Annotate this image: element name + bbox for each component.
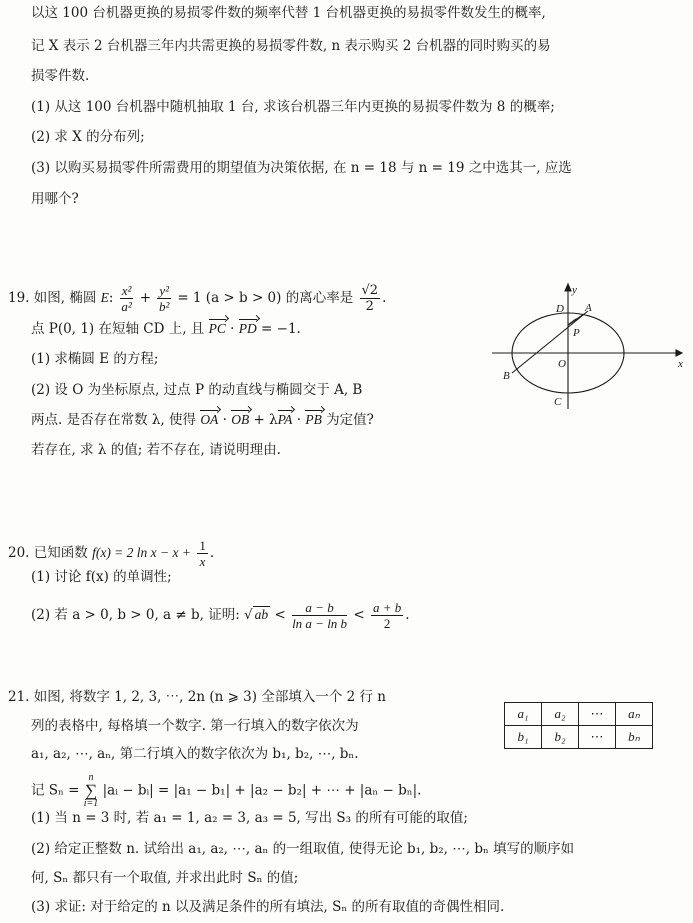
label-b: B <box>503 370 510 382</box>
p18-question-2: (2) 求 X 的分布列; <box>31 129 145 145</box>
arith-mean-fraction: $\frac{a + b}{2}$ <box>372 600 402 631</box>
x-axis-arrow <box>676 350 682 356</box>
p18-question-3b: 用哪个? <box>31 191 79 207</box>
p19-condition: = 1 (a > b > 0) 的离心率是 <box>177 290 354 306</box>
ellipse-name: E <box>100 290 109 305</box>
p21-question-3: (3) 求证: 对于给定的 n 以及满足条件的所有填法, Sₙ 的所有取值的奇偶性相同. <box>31 899 505 915</box>
table-cell: a₂ <box>542 703 579 726</box>
p20-stem: 20. 已知函数 f(x) = 2 ln x − x + $\frac{1}{x}$ . <box>8 538 215 569</box>
number-table <box>504 702 653 749</box>
chord-ab <box>512 311 588 373</box>
sqrt-ab: ab <box>254 607 269 622</box>
p18-line-3: 损零件数. <box>31 68 90 84</box>
fraction-y2-b2: $\frac{\text{y²}}{\text{b²}}$ <box>158 283 170 314</box>
summation-symbol: n ∑ i=1 <box>83 772 99 809</box>
vector-oa: OA <box>200 412 219 427</box>
table-cell: aₙ <box>616 703 653 726</box>
problem-number: 19. <box>8 290 30 306</box>
label-c: C <box>554 396 562 408</box>
label-d: D <box>556 303 564 315</box>
p18-question-3a: (3) 以购买易损零件所需费用的期望值为决策依据, 在 n = 18 与 n = 19 之中选其一, 应选 <box>31 160 572 176</box>
p19-stem-line-1: 19. 如图, 椭圆 E: $\frac{\text{x²}}{\text{a²}}$ + $\frac{\text{y²}}{\text{b²}}$ = 1 (a > b > 0) 的离心率是 $\frac{√2}{2}$ . <box>8 283 387 314</box>
p21-question-2b: 何, Sₙ 都只有一个取值, 并求出此时 Sₙ 的值; <box>31 870 299 886</box>
p21-question-2a: (2) 给定正整数 n. 试给出 a₁, a₂, ⋯, aₙ 的一组取值, 使得无论 b₁, b₂, ⋯, bₙ 填写的顺序如 <box>31 841 575 857</box>
table-row <box>505 703 653 726</box>
p18-line-1: 以这 100 台机器更换的易损零件数的频率代替 1 台机器更换的易损零件数发生的概率, <box>31 5 546 21</box>
p21-line-2: 列的表格中, 每格填一个数字. 第一行填入的数字依次为 <box>31 718 359 734</box>
plus-sign: + <box>139 290 152 306</box>
p21-line-4: 记 Sₙ = n ∑ i=1 |aᵢ − bᵢ| = |a₁ − b₁| + |a₂ − b₂| + ⋯ + |aₙ − bₙ|. <box>31 772 422 809</box>
p18-line-2: 记 X 表示 2 台机器三年内共需更换的易损零件数, n 表示购买 2 台机器的同时购买的易 <box>31 38 551 54</box>
table-cell: a₁ <box>505 703 542 726</box>
p21-question-1: (1) 当 n = 3 时, 若 a₁ = 1, a₂ = 3, a₃ = 5, 写出 S₃ 的所有可能的取值; <box>31 810 468 826</box>
p19-question-2a: (2) 设 O 为坐标原点, 过点 P 的动直线与椭圆交于 A, B <box>31 382 363 398</box>
p19-question-1: (1) 求椭圆 E 的方程; <box>31 351 159 367</box>
table-row <box>505 726 653 749</box>
problem-number: 20. <box>8 545 30 561</box>
label-p: P <box>573 327 580 339</box>
p19-text: 如图, 椭圆 <box>33 290 97 306</box>
p18-question-1: (1) 从这 100 台机器中随机抽取 1 台, 求该台机器三年内更换的易损零件数为 8 的概率; <box>31 99 555 115</box>
p21-line-3: a₁, a₂, ⋯, aₙ, 第二行填入的数字依次为 b₁, b₂, ⋯, bₙ. <box>31 746 359 762</box>
fraction-1-over-x: $\frac{1}{x}$ <box>199 538 206 569</box>
vector-pa: PA <box>277 412 293 427</box>
problem-number: 21. <box>8 689 30 705</box>
p21-line-1: 21. 如图, 将数字 1, 2, 3, ⋯, 2n (n ⩾ 3) 全部填入一个 2 行 n <box>8 689 386 705</box>
label-x: x <box>678 358 683 370</box>
p20-question-2: (2) 若 a > 0, b > 0, a ≠ b, 证明: √ ab < $\frac{a - b}{\text{ln a − ln b}}$ < $\frac{a + b}{2}$ . <box>31 600 410 631</box>
p19-question-2c: 若存在, 求 λ 的值; 若不存在, 请说明理由. <box>31 442 281 458</box>
label-y: y <box>572 284 577 296</box>
table-cell: ⋯ <box>579 726 616 749</box>
table-cell: ⋯ <box>579 703 616 726</box>
y-axis-arrow <box>565 284 571 291</box>
log-mean-fraction: $\frac{a - b}{\text{ln a − ln b}}$ <box>292 600 348 631</box>
colon: : <box>108 290 114 306</box>
label-a: A <box>585 302 592 314</box>
ellipse-figure <box>488 281 688 416</box>
label-o: O <box>558 358 566 370</box>
vector-pc: PC <box>208 321 226 336</box>
vector-pd: PD <box>238 321 257 336</box>
vector-ob: OB <box>231 412 250 427</box>
p20-question-1: (1) 讨论 f(x) 的单调性; <box>31 569 172 585</box>
function-expression: f(x) = 2 ln x − x + <box>92 545 192 560</box>
table-cell: b₂ <box>542 726 579 749</box>
table-cell: b₁ <box>505 726 542 749</box>
eccentricity-value: $\frac{√2}{2}$ <box>361 283 379 314</box>
table-cell: bₙ <box>616 726 653 749</box>
vector-pb: PB <box>305 412 322 427</box>
p19-stem-line-2: 点 P(0, 1) 在短轴 CD 上, 且 PC · PD = −1. <box>31 321 301 337</box>
p19-question-2b: 两点. 是否存在常数 λ, 使得 OA · OB + λPA · PB 为定值? <box>31 412 374 428</box>
fraction-x2-a2: $\frac{\text{x²}}{\text{a²}}$ <box>121 283 132 314</box>
